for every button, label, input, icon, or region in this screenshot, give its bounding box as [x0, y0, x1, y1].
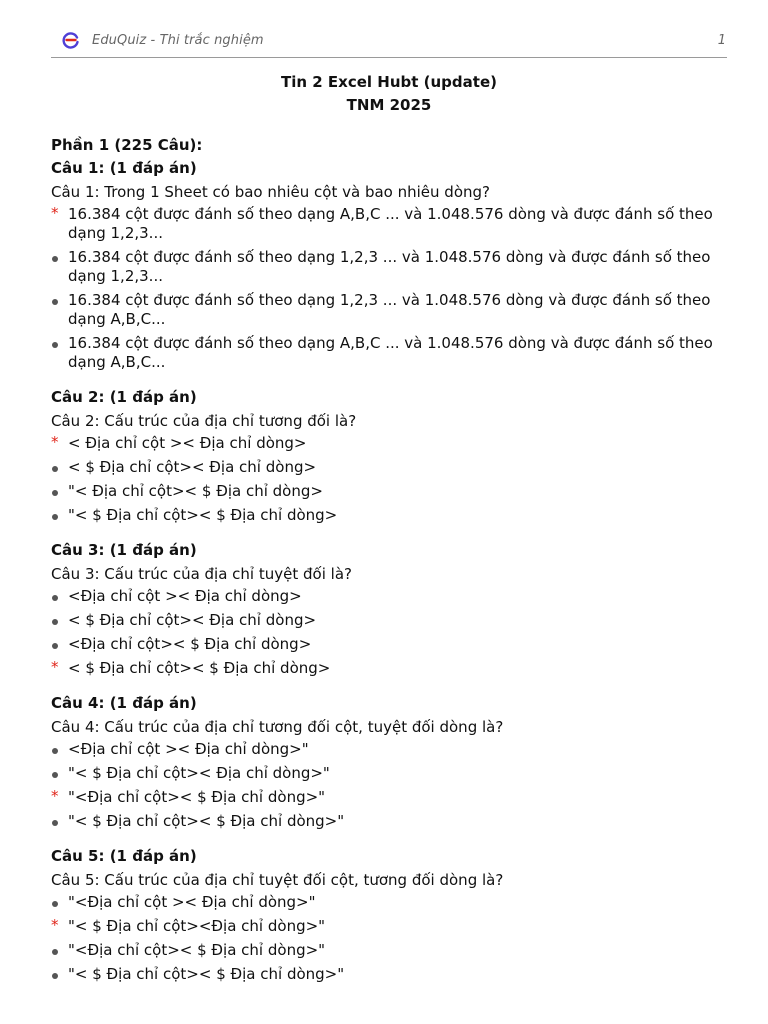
answer-text: "<Địa chỉ cột >< Địa chỉ dòng>"	[68, 893, 316, 911]
answer-option	[51, 893, 727, 912]
question-header: Câu 2: (1 đáp án)	[51, 388, 197, 406]
answer-list	[51, 740, 727, 831]
question-text: Câu 1: Trong 1 Sheet có bao nhiêu cột và bao nhiêu dòng?	[51, 183, 490, 201]
answer-text: "< $ Địa chỉ cột>< $ Địa chỉ dòng>	[68, 506, 338, 524]
title-line-1: Tin 2 Excel Hubt (update)	[281, 73, 497, 91]
answer-text: < $ Địa chỉ cột>< $ Địa chỉ dòng>	[68, 659, 331, 677]
answer-option	[51, 764, 727, 783]
question-block	[51, 539, 727, 678]
question-header: Câu 4: (1 đáp án)	[51, 694, 197, 712]
answer-text: "< Địa chỉ cột>< $ Địa chỉ dòng>	[68, 482, 323, 500]
answer-option	[51, 248, 727, 286]
document-title	[51, 71, 727, 117]
answer-list	[51, 205, 727, 372]
quiz-content	[51, 134, 727, 998]
title-line-2: TNM 2025	[346, 96, 432, 114]
answer-text: "< $ Địa chỉ cột>< Địa chỉ dòng>"	[68, 764, 330, 782]
eduquiz-logo-icon	[62, 31, 80, 49]
question-header: Câu 1: (1 đáp án)	[51, 159, 197, 177]
part-title: Phần 1 (225 Câu):	[51, 136, 203, 154]
answer-option-correct	[51, 917, 727, 936]
answer-list	[51, 893, 727, 984]
answer-list	[51, 587, 727, 678]
question-text: Câu 5: Cấu trúc của địa chỉ tuyệt đối cột, tương đối dòng là?	[51, 871, 504, 889]
question-text: Câu 4: Cấu trúc của địa chỉ tương đối cột, tuyệt đối dòng là?	[51, 718, 504, 736]
answer-option-correct	[51, 788, 727, 807]
answer-text: <Địa chỉ cột >< Địa chỉ dòng>"	[68, 740, 309, 758]
answer-option-correct	[51, 205, 727, 243]
answer-option-correct	[51, 434, 727, 453]
answer-text: 16.384 cột được đánh số theo dạng A,B,C ... và 1.048.576 dòng và được đánh số theo dạng A,B,C...	[68, 334, 713, 371]
question-header: Câu 3: (1 đáp án)	[51, 541, 197, 559]
correct-asterisk-icon: *	[51, 787, 59, 805]
question-text: Câu 2: Cấu trúc của địa chỉ tương đối là?	[51, 412, 357, 430]
answer-text: < Địa chỉ cột >< Địa chỉ dòng>	[68, 434, 307, 452]
answer-text: < $ Địa chỉ cột>< Địa chỉ dòng>	[68, 458, 317, 476]
question-list	[51, 157, 727, 984]
answer-option	[51, 334, 727, 372]
answer-option	[51, 506, 727, 525]
answer-option	[51, 635, 727, 654]
question-block	[51, 386, 727, 525]
answer-option-correct	[51, 659, 727, 678]
answer-text: <Địa chỉ cột >< Địa chỉ dòng>	[68, 587, 302, 605]
question-header: Câu 5: (1 đáp án)	[51, 847, 197, 865]
answer-text: "< $ Địa chỉ cột>< $ Địa chỉ dòng>"	[68, 812, 345, 830]
answer-option	[51, 812, 727, 831]
question-block	[51, 157, 727, 372]
question-block	[51, 845, 727, 984]
answer-option	[51, 291, 727, 329]
answer-text: "< $ Địa chỉ cột>< $ Địa chỉ dòng>"	[68, 965, 345, 983]
site-name: EduQuiz - Thi trắc nghiệm	[92, 32, 264, 48]
correct-asterisk-icon: *	[51, 433, 59, 451]
answer-text: "<Địa chỉ cột>< $ Địa chỉ dòng>"	[68, 788, 326, 806]
answer-text: <Địa chỉ cột>< $ Địa chỉ dòng>	[68, 635, 312, 653]
answer-option	[51, 941, 727, 960]
header-divider	[51, 57, 727, 58]
answer-text: 16.384 cột được đánh số theo dạng 1,2,3 ... và 1.048.576 dòng và được đánh số theo dạng A,B,C...	[68, 291, 711, 328]
answer-text: "< $ Địa chỉ cột><Địa chỉ dòng>"	[68, 917, 326, 935]
correct-asterisk-icon: *	[51, 204, 59, 222]
answer-option	[51, 587, 727, 606]
answer-option	[51, 458, 727, 477]
page-header	[62, 28, 726, 52]
answer-text: 16.384 cột được đánh số theo dạng A,B,C ... và 1.048.576 dòng và được đánh số theo dạng 1,2,3...	[68, 205, 713, 242]
answer-option	[51, 611, 727, 630]
question-text: Câu 3: Cấu trúc của địa chỉ tuyệt đối là?	[51, 565, 352, 583]
answer-option	[51, 965, 727, 984]
correct-asterisk-icon: *	[51, 916, 59, 934]
answer-option	[51, 482, 727, 501]
answer-text: < $ Địa chỉ cột>< Địa chỉ dòng>	[68, 611, 317, 629]
answer-option	[51, 740, 727, 759]
question-block	[51, 692, 727, 831]
answer-text: 16.384 cột được đánh số theo dạng 1,2,3 ... và 1.048.576 dòng và được đánh số theo dạng 1,2,3...	[68, 248, 711, 285]
answer-list	[51, 434, 727, 525]
page-number: 1	[717, 32, 726, 48]
correct-asterisk-icon: *	[51, 658, 59, 676]
answer-text: "<Địa chỉ cột>< $ Địa chỉ dòng>"	[68, 941, 326, 959]
